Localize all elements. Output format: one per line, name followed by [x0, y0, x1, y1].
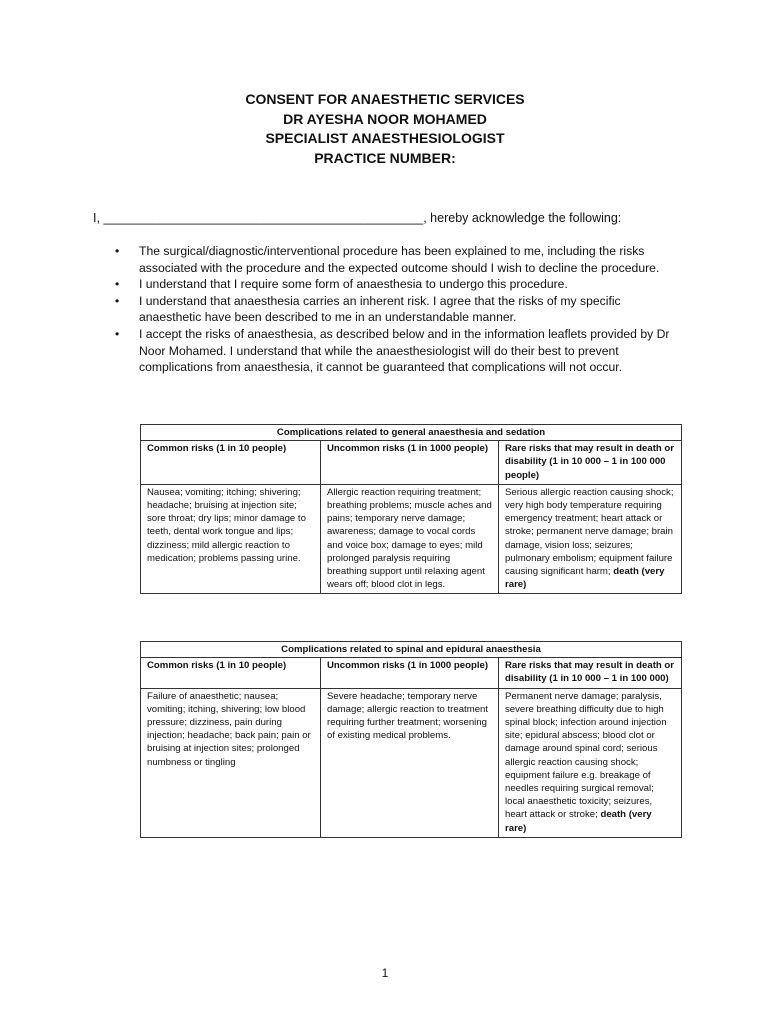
uncommon-risks-cell: Severe headache; temporary nerve damage; allergic reaction to treatment requiring further treatment; worsening of existing medical problems.: [321, 688, 499, 837]
column-header-common: Common risks (1 in 10 people): [141, 441, 321, 485]
statement-text: The surgical/diagnostic/interventional procedure has been explained to me, including the risks associated with the procedure and the expected outcome should I wish to decline the procedure.: [139, 244, 660, 275]
ack-suffix: , hereby acknowledge the following:: [423, 211, 622, 225]
page-number: 1: [381, 966, 389, 980]
column-header-rare: Rare risks that may result in death or disability (1 in 10 000 – 1 in 100 000): [499, 658, 682, 688]
acknowledgement-line: [93, 210, 693, 226]
table-row: [141, 688, 682, 837]
bullet-icon: •: [115, 277, 120, 292]
rare-risks-cell: [499, 688, 682, 837]
ack-prefix: I,: [93, 211, 100, 225]
common-risks-cell: Failure of anaesthetic; nausea; vomiting; itching, shivering; low blood pressure; dizziness, pain during injection; headache; back pain; pain or bruising at injection sites; prolonged numbness or tingling: [141, 688, 321, 837]
rare-risks-text: Permanent nerve damage; paralysis, severe breathing difficulty due to high spinal block; infection around injection site; epidural abscess; blood clot or damage around spinal cord; serious allergic reaction causing shock; equipment failure e.g. breakage of needles requiring surgical removal; local anaesthetic toxicity; seizures, heart attack or stroke;: [505, 690, 667, 821]
table-row: [141, 484, 682, 594]
rare-risks-death-note: death (very rare): [505, 566, 665, 591]
list-item: [93, 276, 683, 293]
doctor-specialty: SPECIALIST ANAESTHESIOLOGIST: [265, 130, 505, 146]
spinal-epidural-risk-table: [140, 641, 682, 838]
statement-text: I accept the risks of anaesthesia, as described below and in the information leaflets provided by Dr Noor Mohamed. I understand that while the anaesthesiologist will do their best to prevent complications from anaesthesia, it cannot be guaranteed that complications will not occur.: [139, 326, 670, 375]
document-header: [0, 90, 770, 168]
list-item: [93, 293, 683, 326]
rare-risks-cell: [499, 484, 682, 594]
bullet-icon: •: [115, 293, 120, 308]
table-caption: Complications related to spinal and epidural anaesthesia: [141, 642, 682, 658]
list-item: [93, 243, 683, 276]
bullet-icon: •: [115, 326, 120, 341]
consent-statements-list: [93, 243, 683, 376]
list-item: [93, 326, 683, 376]
rare-risks-text: Serious allergic reaction causing shock; very high body temperature requiring emergency treatment; heart attack or stroke; permanent nerve damage; brain damage, vision loss; seizures; pulmonary embolism; equipment failure causing significant harm;: [505, 486, 674, 578]
document-title: CONSENT FOR ANAESTHETIC SERVICES: [245, 91, 525, 107]
uncommon-risks-cell: Allergic reaction requiring treatment; breathing problems; muscle aches and pains; temporary nerve damage; awareness; damage to vocal cords and voice box; damage to eyes; mild prolonged paralysis requiring breathing support until relaxing agent wears off; blood clot in legs.: [321, 484, 499, 594]
column-header-uncommon: Uncommon risks (1 in 1000 people): [321, 658, 499, 688]
doctor-name: DR AYESHA NOOR MOHAMED: [283, 110, 487, 127]
column-header-common: Common risks (1 in 10 people): [141, 658, 321, 688]
bullet-icon: •: [115, 244, 120, 258]
name-blank-field[interactable]: ______________________________________________: [103, 211, 424, 225]
column-header-uncommon: Uncommon risks (1 in 1000 people): [321, 441, 499, 485]
common-risks-cell: Nausea; vomiting; itching; shivering; headache; bruising at injection site; sore throat; dry lips; minor damage to teeth, dental work tongue and lips; dizziness; mild allergic reaction to medication; problems passing urine.: [141, 484, 321, 594]
column-header-rare: Rare risks that may result in death or disability (1 in 10 000 – 1 in 100 000 people): [499, 441, 682, 485]
table-caption: Complications related to general anaesthesia and sedation: [141, 425, 682, 441]
statement-text: I understand that anaesthesia carries an inherent risk. I agree that the risks of my specific anaesthetic have been described to me in an understandable manner.: [139, 293, 621, 325]
statement-text: I understand that I require some form of anaesthesia to undergo this procedure.: [139, 277, 568, 292]
practice-number-label: PRACTICE NUMBER:: [314, 149, 456, 166]
rare-risks-death-note: death (very rare): [505, 809, 652, 834]
general-anaesthesia-risk-table: [140, 424, 682, 594]
